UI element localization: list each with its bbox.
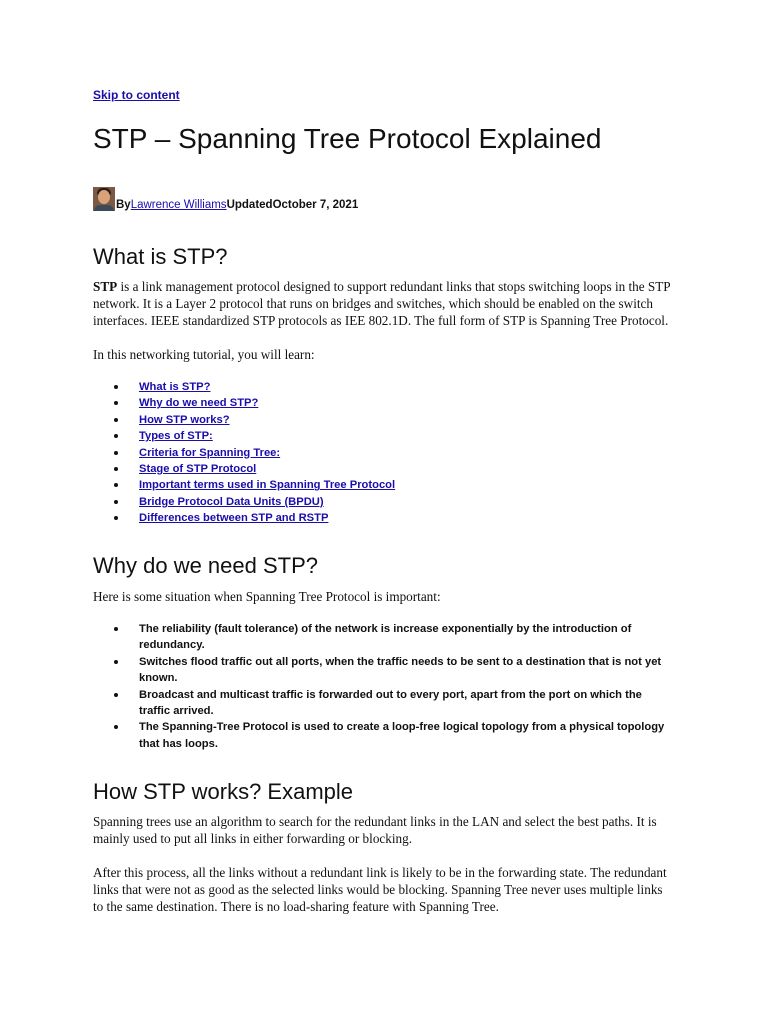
bullet-icon — [114, 660, 118, 664]
toc-item — [93, 461, 673, 477]
toc-list — [93, 379, 673, 527]
reason-item — [93, 621, 673, 654]
section-heading-why-need-stp: Why do we need STP? — [93, 553, 319, 578]
reason-item — [93, 654, 673, 687]
toc-item — [93, 445, 673, 461]
toc-link[interactable]: Criteria for Spanning Tree: — [139, 446, 281, 459]
skip-to-content-link[interactable]: Skip to content — [93, 88, 180, 102]
byline — [93, 187, 358, 211]
toc-item — [93, 510, 673, 526]
learn-paragraph: In this networking tutorial, you will learn: — [93, 347, 315, 362]
toc-item — [93, 428, 673, 444]
toc-item — [93, 412, 673, 428]
intro-paragraph — [93, 278, 673, 329]
bullet-icon — [114, 434, 118, 438]
reason-item — [93, 687, 673, 720]
bullet-icon — [114, 418, 118, 422]
toc-link[interactable]: Why do we need STP? — [139, 397, 259, 410]
bullet-icon — [114, 385, 118, 389]
how-paragraph-1: Spanning trees use an algorithm to search for the redundant links in the LAN and select the best paths. It is mainly used to put all links in either forwarding or blocking. — [93, 814, 657, 846]
bullet-icon — [114, 401, 118, 405]
author-link[interactable]: Lawrence Williams — [130, 199, 227, 211]
toc-item — [93, 379, 673, 395]
reason-text: The Spanning-Tree Protocol is used to create a loop-free logical topology from a physical topology that has loops. — [139, 721, 665, 750]
bullet-icon — [114, 467, 118, 471]
intro-text: is a link management protocol designed to support redundant links that stops switching loops in the STP network. It is a Layer 2 protocol that runs on bridges and switches, which should be enabled on the switch interfaces. IEEE standardized STP protocols as IEE 802.1D. The full form of STP is Spanning Tree Protocol. — [93, 279, 671, 328]
section-heading-how-stp-works: How STP works? Example — [93, 779, 354, 804]
reason-text: Switches flood traffic out all ports, when the traffic needs to be sent to a destination that is not yet known. — [139, 655, 662, 685]
reason-text: The reliability (fault tolerance) of the network is increase exponentially by the introduction of redundancy. — [139, 623, 632, 652]
toc-link[interactable]: Important terms used in Spanning Tree Protocol — [139, 479, 396, 492]
byline-date: October 7, 2021 — [272, 199, 359, 211]
byline-updated: Updated — [226, 199, 273, 211]
byline-by: By — [116, 199, 131, 211]
toc-item — [93, 494, 673, 510]
bullet-icon — [114, 451, 118, 455]
toc-link[interactable]: Differences between STP and RSTP — [139, 512, 329, 525]
bullet-icon — [114, 693, 118, 697]
why-intro-paragraph: Here is some situation when Spanning Tree Protocol is important: — [93, 589, 441, 604]
reason-item — [93, 719, 673, 752]
intro-strong: STP — [93, 279, 118, 294]
toc-item — [93, 395, 673, 411]
bullet-icon — [114, 725, 118, 729]
toc-link[interactable]: What is STP? — [139, 381, 211, 393]
bullet-icon — [114, 627, 118, 631]
reason-text: Broadcast and multicast traffic is forwarded out to every port, apart from the port on which the traffic arrived. — [139, 688, 642, 718]
how-paragraph-2: After this process, all the links without a redundant link is likely to be in the forwarding state. The redundant links that were not as good as the selected links would be blocking. Spanning Tree never uses multiple links to the same destination. There is no load-sharing feature with Spanning Tree. — [93, 865, 667, 914]
toc-link[interactable]: How STP works? — [139, 413, 230, 426]
reasons-list — [93, 621, 673, 752]
toc-link[interactable]: Stage of STP Protocol — [139, 463, 257, 476]
toc-link[interactable]: Bridge Protocol Data Units (BPDU) — [139, 495, 324, 508]
toc-item — [93, 477, 673, 493]
bullet-icon — [114, 500, 118, 504]
toc-link[interactable]: Types of STP: — [139, 430, 213, 443]
bullet-icon — [114, 516, 118, 520]
section-heading-what-is-stp: What is STP? — [93, 244, 228, 269]
page-title: STP – Spanning Tree Protocol Explained — [93, 123, 602, 154]
author-avatar — [93, 187, 115, 211]
bullet-icon — [114, 483, 118, 487]
